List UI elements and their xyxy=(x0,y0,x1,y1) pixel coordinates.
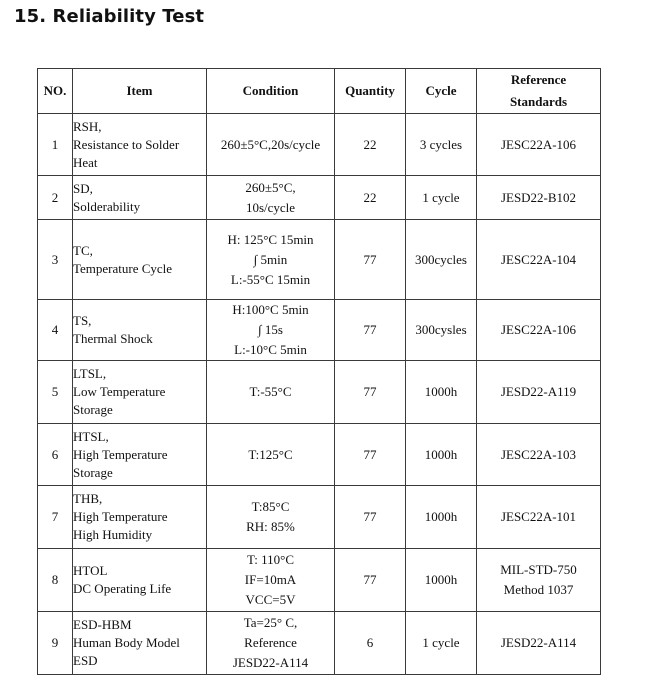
cell-condition-line: H: 125°C 15min xyxy=(227,231,314,247)
cell-reference-line: JESD22-B102 xyxy=(500,189,577,205)
table-row xyxy=(38,114,601,176)
cell-item-line: Resistance to Solder xyxy=(73,136,180,152)
cell-item-line: DC Operating Life xyxy=(73,581,172,596)
cell-condition-line: Ta=25° C, xyxy=(243,615,298,630)
cell-condition xyxy=(207,176,335,220)
cell-cycle: 3 cycles xyxy=(406,114,477,176)
cell-condition-line: ∫ 15s xyxy=(258,322,283,337)
cell-no: 8 xyxy=(38,549,73,612)
cell-quantity: 22 xyxy=(335,176,406,220)
table-row xyxy=(38,424,601,486)
cell-condition-line: L:-10°C 5min xyxy=(234,342,307,357)
cell-quantity: 77 xyxy=(335,300,406,361)
cell-condition-line: T:85°C xyxy=(251,499,290,514)
cell-item-line: Storage xyxy=(73,464,113,480)
cell-item-line: High Humidity xyxy=(73,527,153,542)
cell-condition xyxy=(207,612,335,675)
reliability-test-table xyxy=(37,68,601,675)
table-row xyxy=(38,549,601,612)
cell-cycle: 1000h xyxy=(406,486,477,549)
cell-condition xyxy=(207,220,335,300)
cell-quantity: 77 xyxy=(335,220,406,300)
cell-item-line: SD, xyxy=(73,180,93,196)
cell-reference-line: JESC22A-101 xyxy=(500,509,577,524)
cell-reference xyxy=(477,114,601,176)
cell-item xyxy=(73,361,207,424)
cell-quantity: 77 xyxy=(335,486,406,549)
cell-no: 6 xyxy=(38,424,73,486)
cell-item-line: Solderability xyxy=(73,198,141,214)
cell-item-line: Temperature Cycle xyxy=(73,260,173,276)
cell-item-line: High Temperature xyxy=(73,446,168,462)
cell-item xyxy=(73,114,207,176)
cell-no: 9 xyxy=(38,612,73,675)
header-item: Item xyxy=(73,69,207,114)
cell-condition-line: L:-55°C 15min xyxy=(230,271,311,287)
cell-reference xyxy=(477,220,601,300)
cell-item xyxy=(73,424,207,486)
table-row xyxy=(38,361,601,424)
header-no: NO. xyxy=(38,69,73,114)
cell-condition-line: 260±5°C,20s/cycle xyxy=(220,136,321,152)
cell-no: 2 xyxy=(38,176,73,220)
cell-item-line: TC, xyxy=(73,242,93,258)
cell-item-line: HTOL xyxy=(73,563,108,578)
cell-cycle: 1 cycle xyxy=(406,612,477,675)
cell-condition xyxy=(207,424,335,486)
cell-reference-line: JESC22A-103 xyxy=(500,446,577,462)
cell-cycle: 1000h xyxy=(406,549,477,612)
header-reference-line: Standards xyxy=(509,94,568,109)
cell-item xyxy=(73,549,207,612)
cell-condition-line: H:100°C 5min xyxy=(232,302,309,317)
cell-item-line: LTSL, xyxy=(73,366,107,381)
cell-item-line: ESD xyxy=(73,653,98,668)
cell-item-line: TS, xyxy=(73,313,92,328)
cell-reference-line: JESC22A-106 xyxy=(500,322,577,337)
header-reference xyxy=(477,69,601,114)
cell-no: 4 xyxy=(38,300,73,361)
cell-no: 7 xyxy=(38,486,73,549)
cell-reference-line: JESC22A-106 xyxy=(500,136,577,152)
cell-condition-line: IF=10mA xyxy=(244,572,297,587)
cell-cycle: 1000h xyxy=(406,361,477,424)
table-row xyxy=(38,220,601,300)
cell-condition-line: Reference xyxy=(244,635,297,650)
cell-reference xyxy=(477,486,601,549)
cell-condition-line: T:125°C xyxy=(248,446,293,462)
cell-no: 1 xyxy=(38,114,73,176)
cell-condition xyxy=(207,361,335,424)
cell-condition-line: VCC=5V xyxy=(245,592,296,607)
header-condition: Condition xyxy=(207,69,335,114)
cell-reference xyxy=(477,424,601,486)
cell-no: 3 xyxy=(38,220,73,300)
cell-condition xyxy=(207,114,335,176)
cell-item-line: Heat xyxy=(73,154,98,170)
cell-reference-line: Method 1037 xyxy=(503,582,574,597)
cell-condition xyxy=(207,486,335,549)
cell-reference xyxy=(477,361,601,424)
cell-item-line: ESD-HBM xyxy=(73,617,132,632)
cell-cycle: 1000h xyxy=(406,424,477,486)
cell-condition-line: ∫ 5min xyxy=(253,251,288,267)
header-cycle: Cycle xyxy=(406,69,477,114)
cell-quantity: 77 xyxy=(335,361,406,424)
cell-quantity: 77 xyxy=(335,424,406,486)
table-header-row xyxy=(38,69,601,114)
cell-no: 5 xyxy=(38,361,73,424)
cell-item-line: Low Temperature xyxy=(73,384,166,399)
cell-item xyxy=(73,612,207,675)
cell-condition-line: 10s/cycle xyxy=(245,199,296,215)
section-title: 15. Reliability Test xyxy=(14,6,205,27)
cell-condition-line: RH: 85% xyxy=(246,519,295,534)
cell-item-line: THB, xyxy=(73,491,103,506)
cell-condition xyxy=(207,300,335,361)
table-row xyxy=(38,300,601,361)
cell-item-line: High Temperature xyxy=(73,509,168,524)
cell-item-line: HTSL, xyxy=(73,428,109,444)
cell-item xyxy=(73,300,207,361)
cell-item-line: Storage xyxy=(73,402,113,417)
cell-cycle: 1 cycle xyxy=(406,176,477,220)
cell-item-line: Thermal Shock xyxy=(73,331,153,346)
cell-cycle: 300cycles xyxy=(406,220,477,300)
cell-condition-line: T: 110°C xyxy=(246,552,295,567)
cell-item xyxy=(73,176,207,220)
cell-condition-line: JESD22-A114 xyxy=(232,655,309,670)
cell-quantity: 77 xyxy=(335,549,406,612)
cell-quantity: 22 xyxy=(335,114,406,176)
cell-reference-line: JESD22-A114 xyxy=(500,635,577,650)
cell-condition-line: T:-55°C xyxy=(249,384,292,399)
cell-reference xyxy=(477,300,601,361)
cell-reference-line: JESD22-A119 xyxy=(500,384,577,399)
cell-condition-line: 260±5°C, xyxy=(245,179,296,195)
cell-item xyxy=(73,486,207,549)
cell-item-line: Human Body Model xyxy=(73,635,180,650)
cell-reference-line: MIL-STD-750 xyxy=(500,562,577,577)
table-row xyxy=(38,176,601,220)
cell-quantity: 6 xyxy=(335,612,406,675)
cell-item xyxy=(73,220,207,300)
table-row xyxy=(38,486,601,549)
header-quantity: Quantity xyxy=(335,69,406,114)
table-row xyxy=(38,612,601,675)
cell-condition xyxy=(207,549,335,612)
cell-reference xyxy=(477,612,601,675)
cell-cycle: 300cysles xyxy=(406,300,477,361)
cell-reference xyxy=(477,549,601,612)
cell-reference xyxy=(477,176,601,220)
cell-reference-line: JESC22A-104 xyxy=(500,251,577,267)
header-reference-line: Reference xyxy=(510,72,567,87)
cell-item-line: RSH, xyxy=(73,118,102,134)
